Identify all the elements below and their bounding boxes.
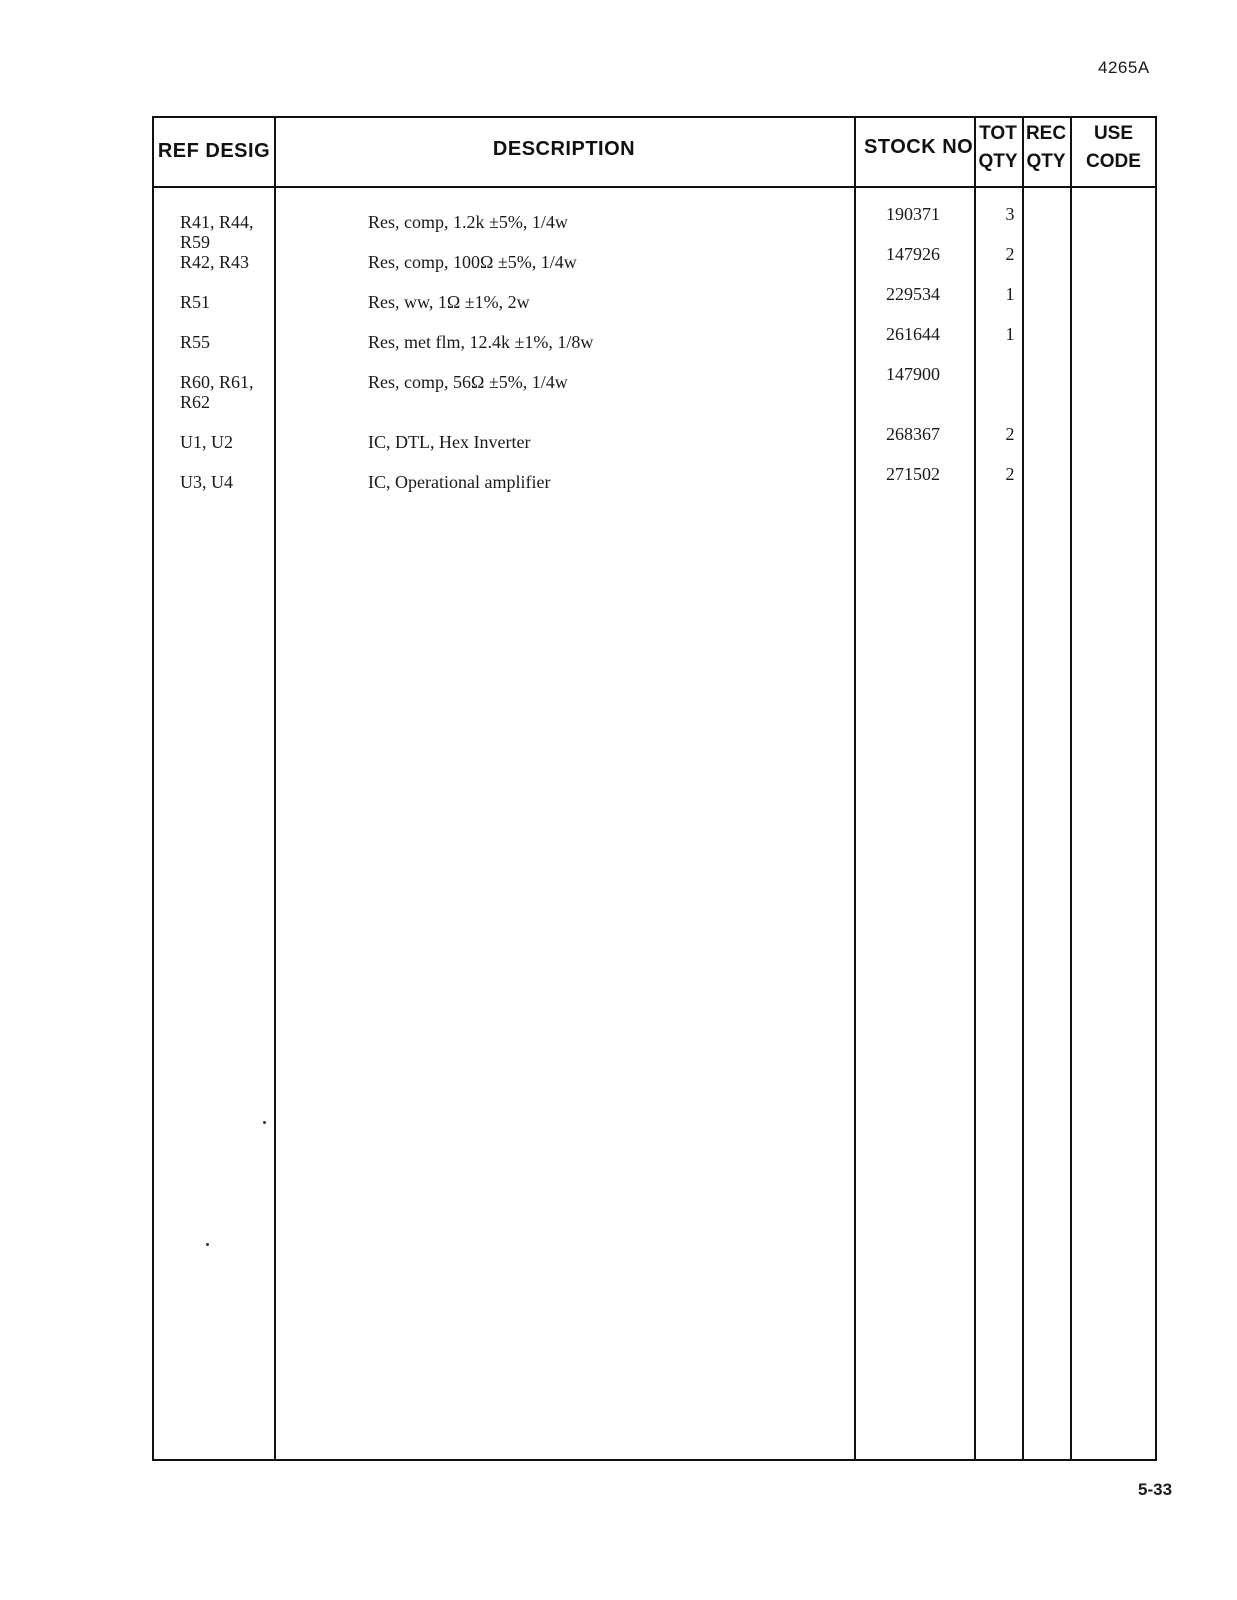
stock-no-cell: 147926 <box>886 244 940 264</box>
ref-desig-line1: U1, U2 <box>180 432 233 452</box>
header-tot-qty-line2: QTY <box>978 151 1018 172</box>
stock-no-cell: 147900 <box>886 364 940 384</box>
ref-desig-line2: R59 <box>180 232 211 252</box>
header-rec-qty-line1: REC <box>1025 123 1067 144</box>
header-stock-no: STOCK NO <box>864 136 974 158</box>
table-row <box>154 364 1155 412</box>
tot-qty-cell: 1 <box>1005 324 1015 344</box>
ref-desig-line1: R51 <box>180 292 211 312</box>
description-cell: Res, comp, 1.2k ±5%, 1/4w <box>368 212 568 232</box>
stock-no-cell: 190371 <box>886 204 940 224</box>
stock-no-cell: 268367 <box>886 424 940 444</box>
ref-desig-cell <box>180 432 280 452</box>
header-ref-desig: REF DESIG <box>157 140 271 162</box>
print-speck <box>263 1121 266 1124</box>
ref-desig-cell <box>180 472 280 492</box>
ref-desig-line2: R62 <box>180 392 211 412</box>
stock-no-cell: 271502 <box>886 464 940 484</box>
tot-qty-cell: 2 <box>1005 244 1015 264</box>
table-header <box>154 118 1155 188</box>
description-cell: IC, Operational amplifier <box>368 472 551 492</box>
description-cell: Res, met flm, 12.4k ±1%, 1/8w <box>368 332 594 352</box>
ref-desig-line1: R55 <box>180 332 211 352</box>
header-description: DESCRIPTION <box>492 138 636 160</box>
ref-desig-cell <box>180 292 280 312</box>
tot-qty-cell: 3 <box>1005 204 1015 224</box>
ref-desig-cell <box>180 372 280 412</box>
table-row <box>154 464 1155 512</box>
description-cell: IC, DTL, Hex Inverter <box>368 432 531 452</box>
header-use-code-line1: USE <box>1093 123 1134 144</box>
tot-qty-cell: 2 <box>1005 464 1015 484</box>
model-number: 4265A <box>1098 58 1150 77</box>
print-speck <box>206 1243 209 1246</box>
header-tot-qty-line1: TOT <box>979 123 1017 144</box>
ref-desig-cell <box>180 332 280 352</box>
ref-desig-line1: R42, R43 <box>180 252 250 272</box>
description-cell: Res, ww, 1Ω ±1%, 2w <box>368 292 530 312</box>
tot-qty-cell: 2 <box>1005 424 1015 444</box>
ref-desig-line1: R41, R44, <box>180 212 254 232</box>
header-use-code <box>1070 120 1157 176</box>
tot-qty-cell: 1 <box>1005 284 1015 304</box>
description-cell: Res, comp, 100Ω ±5%, 1/4w <box>368 252 577 272</box>
table-row <box>154 324 1155 372</box>
description-cell: Res, comp, 56Ω ±5%, 1/4w <box>368 372 568 392</box>
stock-no-cell: 229534 <box>886 284 940 304</box>
ref-desig-line1: R60, R61, <box>180 372 254 392</box>
ref-desig-cell <box>180 252 280 272</box>
header-rec-qty <box>1022 120 1070 176</box>
header-use-code-line2: CODE <box>1086 151 1141 172</box>
header-tot-qty <box>974 120 1022 176</box>
ref-desig-cell <box>180 212 280 252</box>
stock-no-cell: 261644 <box>886 324 940 344</box>
page-number: 5-33 <box>1138 1480 1173 1499</box>
header-rec-qty-line2: QTY <box>1026 151 1066 172</box>
parts-list-table <box>152 116 1157 1461</box>
ref-desig-line1: U3, U4 <box>180 472 233 492</box>
